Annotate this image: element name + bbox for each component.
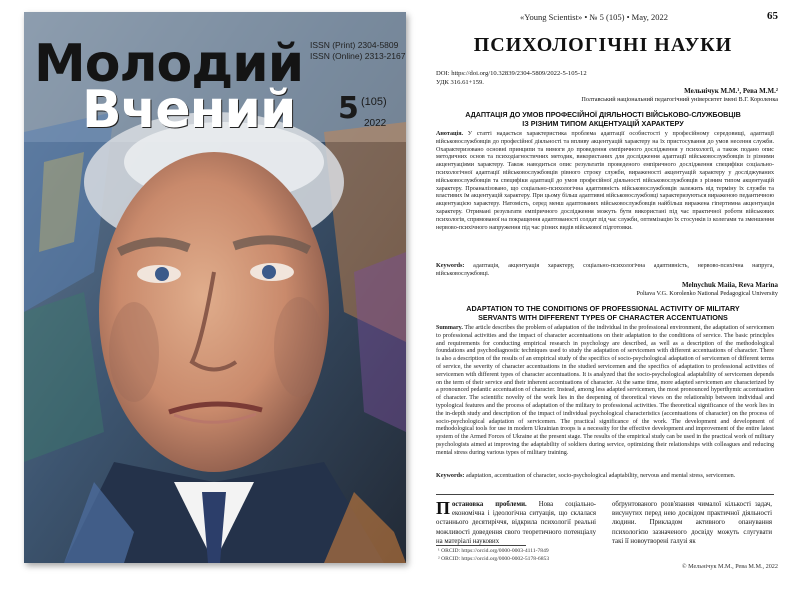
en-affiliation: Poltava V.G. Korolenko National Pedagogical University — [636, 290, 778, 298]
doi-line[interactable]: DOI: https://doi.org/10.32839/2304-5809/2022-5-105-12 — [436, 70, 587, 77]
cover-issn — [310, 40, 405, 63]
cover-issue-total: (105) — [361, 96, 387, 108]
en-article-title — [438, 304, 768, 323]
article-page — [424, 10, 782, 584]
body-right-text: обґрунтованого розв'язання чималої кількості задач, висунутих перед нею досвідом практичної діяльності людини. Прикладом активного опанування психологією зазначеного досвіду можуть слугувати такі її новоутворені галузі як — [612, 501, 772, 545]
en-authors-names: Melnychuk Maiia, Reva Marina — [681, 281, 778, 289]
footnotes — [438, 548, 549, 563]
en-keywords — [436, 473, 774, 481]
page-number: 65 — [767, 10, 778, 22]
body-left-column — [436, 498, 597, 545]
copyright-line: © Мельнічук М.М., Рева М.М., 2022 — [681, 563, 778, 570]
en-summary — [436, 325, 774, 473]
cover-issue-year: 2022 — [364, 118, 387, 129]
en-summary-text: The article describes the problem of adaptation of the individual in the professional environment, the adaptation of servicemen to professional activities and the impact of character accentuations on their adaptation to the conditions of service. The basic principles and requirements for conducting empirical research in psychology are described, as well as a description of the methodological foundations and psychodiagnostic techniques used to study the adaptation of servicemen with different accentuations of character. There is also a description of the results of an empirical study of the specifics of socio-psychological adaptation of servicemen of different terms of service, the severity of character accentuations in the studied servicemen and the specifics of adaptation to professional activities of servicemen with different types of character accentuations. It is analyzed that the socio-psychological adaptability of servicemen depends on the term of their service and their inherent accentuations of character. At the same time, more adapted servicemen are characterized by a pronounced pedantic accentuation of character. Instead, among less adapted servicemen, the most pronounced hyperthymic accentuation of character. The scientific novelty of the work lies in the deepening of theoretical views on the relationship between individual and typological features and the process of adaptation of the military to professional activities. The theoretical significance of the work lies in the in-depth study and description of the impact of individual psychological characteristics (accentuations of character) on the process of socio-psychological adaptation of servicemen. The practical significance of the work. The development and development of methodological tools for use in modern Ukrainian troops is a necessity for the effective development and improvement of the entire latest system of the Armed Forces of Ukraine at the present stage. The results of the empirical study can be used in the practical work of military psychologists aimed at improving the adaptability of soldiers during service, optimizing their relationships with colleagues and reducing mental stress during various types of military training. — [436, 325, 774, 456]
ua-keywords — [436, 263, 774, 279]
cover-masthead-line1: Молодий — [34, 34, 304, 94]
body-lead: остановка проблеми. — [452, 501, 527, 508]
running-head: «Young Scientist» • № 5 (105) • May, 2022 — [520, 12, 668, 22]
ua-authors — [581, 87, 778, 104]
en-keywords-text: adaptation, accentuation of character, socio-psychological adaptability, nervous and mental stress, servicemen. — [465, 473, 736, 479]
ua-article-title — [438, 110, 768, 129]
ua-abstract-text: У статті надається характеристика проблема адаптації особистості у професійному середовищі, адаптації військовослужбовців до професійної діяльності та впливу акцентуацій характеру на їх пристосування до умов несення служби. Охарактеризовано основні принципи та вимоги до проведення емпіричного дослідження у психології, а також подано опис методичних основ та психодіагностичних методик, використаних для дослідження адаптації військовослужбовців із різними акцентуаціями характеру. Також наводиться опис результатів проведеного емпіричного дослідження специфіки соціально-психологічної адаптації військовослужбовців рівного строку служби, вираженості акцентуацій характеру у досліджуваних військовослужбовців та специфіки адаптації до умов професійної діяльності військовослужбовців з різним типом акцентуацій характеру. Проаналізовано, що соціально-психологічна адаптивність військовослужбовців залежить від терміну їх служби та властивих їм акцентуацій характеру. При цьому більш адаптивні військовослужбовці характеризуються вираженою педантичною акцентуацією характеру. Натомість, серед менш адаптованих військовослужбовців найбільш виражена гіпертимна акцентуація характеру. Отримані результати емпіричного дослідження можуть бути використані під час практичної роботи військових психологів, спрямованої на покращення адаптованості солдат під час служби, оптимізацію їх стосунків із колегами та зменшення нервово-психічного напруження під час різних видів військової підготовки. — [436, 131, 774, 231]
cover-masthead-line2: Вчений — [82, 80, 296, 140]
section-title: ПСИХОЛОГІЧНІ НАУКИ — [473, 34, 733, 56]
en-title-line1: ADAPTATION TO THE CONDITIONS OF PROFESSIONAL ACTIVITY OF MILITARY — [466, 304, 740, 313]
udc-line: УДК 316.61+159. — [436, 79, 484, 86]
cover-issn-print: ISSN (Print) 2304-5809 — [310, 40, 399, 50]
section-divider — [436, 494, 774, 495]
footnote-orcid-1[interactable]: ¹ ORCID: https://orcid.org/0000-0003-4111-7849 — [438, 548, 549, 554]
ua-authors-names: Мельнічук М.М.¹, Рева М.М.² — [684, 87, 778, 95]
body-right-column — [612, 500, 772, 545]
body-left-text: Нова соціально-економічна і ідеологічна ситуація, що склалася останнього десятиріччя, відкрила психології реальні можливості доведення свого теоретичного потенціалу на матеріалі наукових — [436, 501, 597, 545]
journal-cover — [24, 12, 406, 563]
ua-abstract-label: Анотація. — [436, 131, 464, 137]
ua-keywords-text: адаптація, акцентуація характеру, соціально-психологічна адаптивність, нервово-психічна напруга, військовослужбовці. — [436, 263, 774, 277]
en-title-line2: SERVANTS WITH DIFFERENT TYPES OF CHARACTER ACCENTUATIONS — [478, 313, 728, 323]
en-authors — [636, 281, 778, 298]
ua-title-line2: ІЗ РІЗНИМ ТИПОМ АКЦЕНТУАЦІЙ ХАРАКТЕРУ — [522, 119, 684, 129]
ua-affiliation: Полтавський національний педагогічний університет імені В.Г. Короленка — [581, 96, 778, 104]
ua-abstract — [436, 131, 774, 263]
ua-title-line1: АДАПТАЦІЯ ДО УМОВ ПРОФЕСІЙНОЇ ДІЯЛЬНОСТІ ВІЙСЬКОВО-СЛУЖБОВЦІВ — [465, 110, 741, 119]
cover-issn-online: ISSN (Online) 2313-2167 — [310, 51, 406, 62]
footnote-orcid-2[interactable]: ² ORCID: https://orcid.org/0000-0002-5178-6853 — [438, 555, 550, 562]
footnote-rule — [436, 545, 526, 546]
body-dropcap: П — [436, 498, 451, 518]
en-summary-label: Summary. — [436, 325, 463, 331]
cover-issue-number: 5 — [338, 91, 359, 126]
en-keywords-label: Keywords: — [436, 473, 465, 479]
ua-keywords-label: Keywords: — [436, 263, 465, 269]
